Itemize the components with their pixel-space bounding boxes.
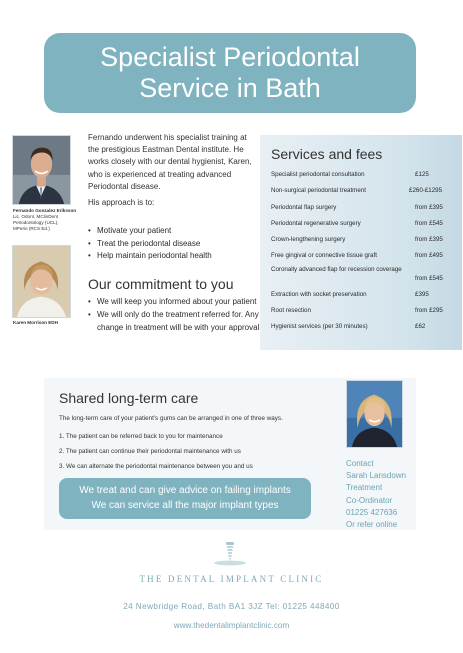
fee-service: Crown-lengthening surgery <box>271 236 346 243</box>
list-item: • Help maintain periodontal health <box>88 250 256 263</box>
contact-block <box>346 458 406 531</box>
fee-service: Periodontal flap surgery <box>271 204 337 211</box>
fees-panel <box>260 135 462 350</box>
contact-label: Contact <box>346 459 374 468</box>
fee-price: £260-£1295 <box>409 187 443 194</box>
fernando-quals-2: Periodontology (UCL), <box>13 220 59 225</box>
implants-line-1: We treat and can give advice on failing implants <box>79 485 291 496</box>
shared-care-title: Shared long-term care <box>59 390 199 406</box>
karen-caption <box>13 320 77 326</box>
list-item: 3. We can alternate the periodontal maintenance between you and us <box>59 463 253 470</box>
intro-paragraph: Fernando underwent his specialist training at the prestigious Eastman Dental institute. He works closely with our dental hygienist, Karen, who is experienced at treating advanced Periodontal disease. <box>88 133 252 191</box>
commitment-list <box>88 296 260 335</box>
fee-service: Free gingival or connective tissue graft <box>271 252 377 259</box>
fee-price: £125 <box>415 171 429 178</box>
list-item: • We will keep you informed about your patient <box>88 296 260 309</box>
list-item: • We will only do the treatment referred for. Any change in treatment will be with your approval <box>88 309 260 335</box>
fee-service: Hygienist services (per 30 minutes) <box>271 323 368 330</box>
clinic-address: 24 Newbridge Road, Bath BA1 3JZ Tel: 01225 448400 <box>123 602 340 611</box>
fee-price: from £495 <box>415 252 443 259</box>
fee-price: £62 <box>415 323 426 330</box>
fernando-quals-3: MPerio (RCS Ed.) <box>13 226 50 231</box>
shared-care-intro: The long-term care of your patient's gums can be arranged in one of three ways. <box>59 415 283 422</box>
website-link[interactable]: www.thedentalimplantclinic.com <box>173 621 290 630</box>
fernando-quals-1: Lic. Odont, MClinDent <box>13 214 58 219</box>
clinic-name: THE DENTAL IMPLANT CLINIC <box>139 574 324 584</box>
fee-price: £395 <box>415 291 429 298</box>
list-item: 1. The patient can be referred back to you for maintenance <box>59 433 223 440</box>
sarah-photo <box>346 380 403 448</box>
fernando-caption <box>13 208 77 232</box>
intro-section <box>88 132 256 210</box>
karen-name: Karen Morrison EDH <box>13 320 58 325</box>
contact-role-2: Co-Ordinator <box>346 495 393 505</box>
title-line-1: Specialist Periodontal <box>100 42 360 72</box>
commitment-title: Our commitment to you <box>88 276 234 292</box>
fee-service: Specialist periodontal consultation <box>271 171 365 178</box>
karen-photo <box>12 245 71 318</box>
fee-price: from £395 <box>415 236 443 243</box>
page-title <box>44 33 416 113</box>
implants-line-2: We can service all the major implant types <box>91 500 279 511</box>
title-line-2: Service in Bath <box>139 73 321 103</box>
contact-role-1: Treatment <box>346 483 383 493</box>
fee-service: Periodontal regenerative surgery <box>271 220 361 227</box>
refer-online-link[interactable]: Or refer online <box>346 520 398 530</box>
fee-service: Extraction with socket preservation <box>271 291 367 298</box>
fee-price: from £295 <box>415 307 443 314</box>
fee-price: from £545 <box>415 275 443 282</box>
fee-service: Root resection <box>271 307 311 314</box>
shared-care-list <box>59 429 253 474</box>
fernando-photo <box>12 135 71 205</box>
approach-label: His approach is to: <box>88 198 155 208</box>
fernando-name: Fernando Gonzalez Eriksson <box>13 208 77 213</box>
implants-banner <box>59 478 311 519</box>
approach-list <box>88 225 256 263</box>
fees-title: Services and fees <box>271 146 383 162</box>
list-item: • Treat the periodontal disease <box>88 238 256 251</box>
fee-service: Coronally advanced flap for recession coverage <box>271 266 402 273</box>
fee-price: from £395 <box>415 204 443 211</box>
contact-phone: 01225 427636 <box>346 507 398 517</box>
dental-implant-logo-icon <box>213 540 247 566</box>
fee-service: Non-surgical periodontal treatment <box>271 187 366 194</box>
list-item: • Motivate your patient <box>88 225 256 238</box>
contact-name: Sarah Lansdown <box>346 471 407 481</box>
list-item: 2. The patient can continue their periodontal maintenance with us <box>59 448 241 455</box>
fee-price: from £545 <box>415 220 443 227</box>
